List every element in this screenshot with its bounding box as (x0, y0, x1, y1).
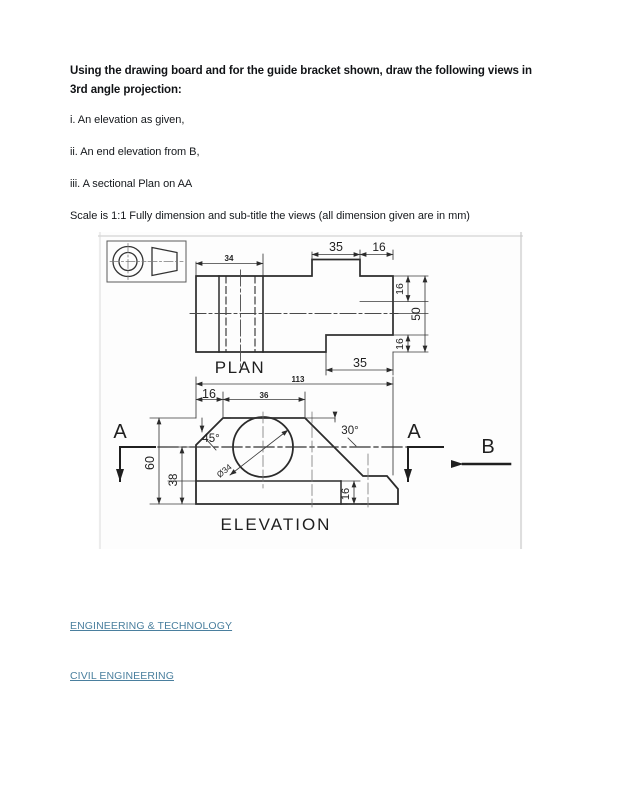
link-engineering-technology[interactable]: ENGINEERING & TECHNOLOGY (70, 620, 233, 632)
elevation-view-geometry (158, 412, 428, 507)
section-label-A-left: A (113, 421, 127, 443)
plan-dim-bottom-right: 35 (353, 356, 367, 370)
elevation-angle-left: 45° (202, 433, 220, 445)
elevation-dim-top-face: 36 (259, 391, 269, 400)
drawing-canvas (98, 232, 523, 549)
plan-dim-top-left: 34 (224, 254, 234, 263)
plan-dim-right-total: 50 (409, 307, 423, 321)
third-angle-projection-symbol (107, 241, 186, 282)
angle-30-leader (231, 418, 359, 446)
plan-view-label: PLAN (214, 358, 266, 377)
elevation-angle-right: 30° (341, 425, 359, 437)
elevation-dim-right-step: 16 (340, 487, 352, 501)
elevation-top-dimensions (196, 377, 393, 475)
plan-dim-right-lower: 16 (394, 338, 406, 350)
question-item-3: iii. A sectional Plan on AA (70, 178, 193, 191)
related-links (70, 620, 470, 682)
elevation-dim-mid-height: 38 (168, 473, 180, 487)
elevation-hole-diameter: Ø34 (214, 461, 234, 480)
link-civil-engineering[interactable]: CIVIL ENGINEERING (70, 670, 174, 682)
view-direction-label-B: B (481, 436, 495, 458)
engineering-drawing-image (98, 232, 523, 549)
elevation-view-label: ELEVATION (220, 515, 332, 534)
section-label-A-right: A (407, 421, 421, 443)
plan-dim-top-right: 16 (372, 240, 386, 254)
elevation-dim-left-offset: 16 (202, 387, 216, 401)
scale-note: Scale is 1:1 Fully dimension and sub-title the views (all dimension given are in mm) (70, 210, 470, 223)
plan-dim-top-mid: 35 (329, 240, 343, 254)
plan-dim-right-upper: 16 (394, 283, 406, 295)
question-item-2: ii. An end elevation from B, (70, 146, 200, 159)
section-marker-A-right (408, 447, 443, 481)
question-text-block (70, 62, 548, 225)
question-item-1: i. An elevation as given, (70, 114, 185, 127)
elevation-dim-overall-height: 60 (143, 456, 157, 470)
question-title: Using the drawing board and for the guide bracket shown, draw the following views in 3rd angle projection: (70, 65, 532, 96)
elevation-dim-overall-length: 113 (291, 375, 305, 384)
